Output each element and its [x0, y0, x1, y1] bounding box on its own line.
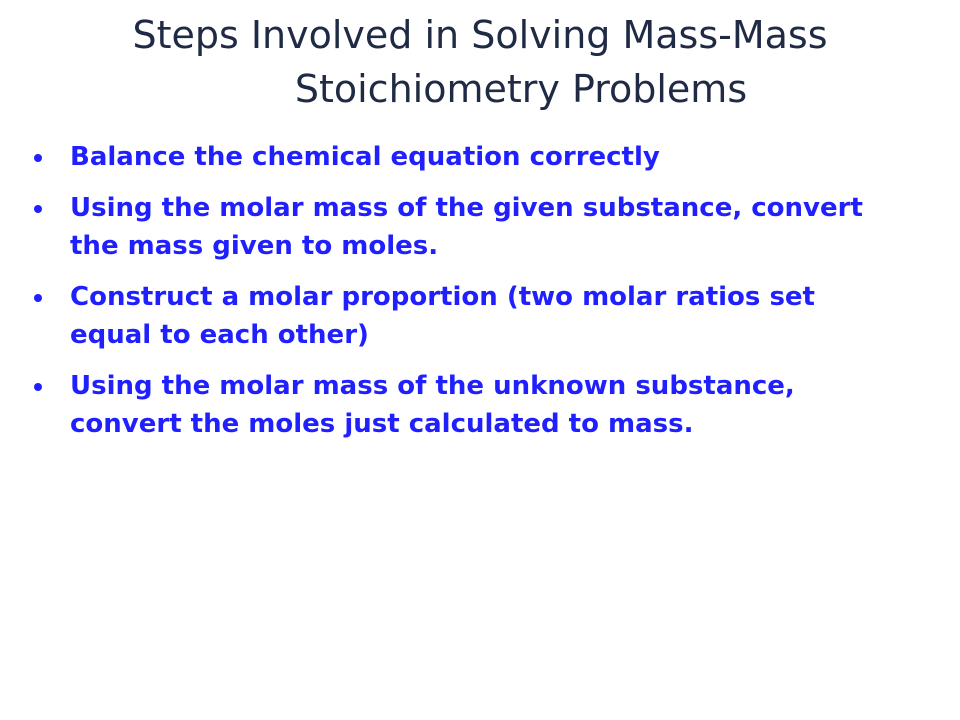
- step-item: [32, 278, 892, 354]
- step-item: [32, 189, 892, 265]
- step-list: [32, 138, 892, 456]
- step-text: Balance the chemical equation correctly: [70, 142, 660, 172]
- bullet-point-icon: [34, 383, 42, 391]
- bullet-point-icon: [34, 205, 42, 213]
- bullet-point-icon: [34, 154, 42, 162]
- step-item: [32, 138, 892, 176]
- step-text: Using the molar mass of the unknown substance, convert the moles just calculated to mass.: [70, 371, 795, 439]
- step-item: [32, 367, 892, 443]
- bullet-point-icon: [34, 294, 42, 302]
- slide-title-line-1: Steps Involved in Solving Mass-Mass: [132, 13, 828, 57]
- step-text: Using the molar mass of the given substance, convert the mass given to moles.: [70, 193, 863, 261]
- slide-title: [70, 8, 890, 116]
- step-text: Construct a molar proportion (two molar ratios set equal to each other): [70, 282, 815, 350]
- slide-title-line-2: Stoichiometry Problems: [294, 67, 748, 111]
